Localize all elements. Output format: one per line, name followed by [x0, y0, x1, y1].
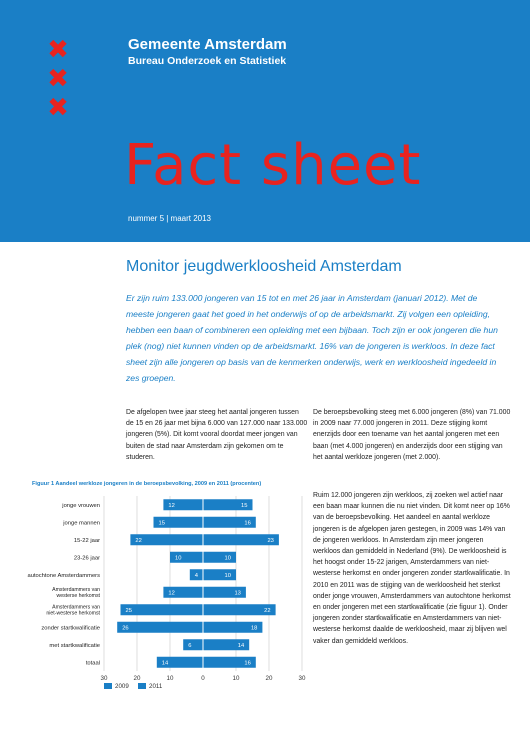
category-label: 15-22 jaar	[73, 537, 100, 544]
figure-title: Figuur 1 Aandeel werkloze jongeren in de beroepsbevolking, 2009 en 2011 (procenten)	[32, 481, 262, 487]
body-text-column-2: De beroepsbevolking steeg met 6.000 jongeren (8%) van 71.000 in 2009 naar 77.000 jongeren in 2011. Deze stijging komt enerzijds door een toename van het aantal jongeren met een baan (met 4.000 jongeren) en anderzijds door een stijging van het aantal werkloze jongeren (met 2.000).	[313, 409, 511, 461]
legend-swatch	[138, 683, 146, 689]
cross-icon: ✖	[47, 35, 69, 65]
data-label-2009: 12	[168, 502, 175, 509]
data-label-2009: 22	[135, 537, 142, 544]
unemployment-butterfly-chart	[0, 490, 310, 730]
data-label-2009: 25	[125, 607, 132, 614]
data-label-2009: 10	[175, 555, 182, 562]
category-label: autochtone Amsterdammers	[27, 572, 100, 579]
x-tick-label: 10	[232, 675, 240, 682]
header-banner	[0, 0, 530, 242]
publication-title: Fact sheet	[124, 133, 422, 198]
x-tick-label: 30	[100, 675, 108, 682]
bar-2009	[183, 639, 203, 650]
data-label-2009: 12	[168, 590, 175, 597]
category-label: met startkwalificatie	[49, 642, 100, 649]
category-label: Amsterdammers van	[52, 586, 100, 593]
x-tick-label: 10	[166, 675, 174, 682]
cross-icon: ✖	[47, 93, 69, 123]
x-tick-label: 20	[133, 675, 141, 682]
intro-paragraph: Er zijn ruim 133.000 jongeren van 15 tot en met 26 jaar in Amsterdam (januari 2012). Met de meeste jongeren gaat het goed in het onderwijs of op de arbeidsmarkt. Zij volgen een opleiding, hebben een baan of combineren een opleiding met een bijbaan. Toch zijn er ook jongeren die hun plek (nog) niet kunnen vinden op de arbeidsmarkt. 16% van de jongeren is werkloos. In deze fact sheet zijn alle jongeren op basis van de kenmerken onderwijs, werk en werkloosheid ingedeeld in zes groepen.	[126, 293, 498, 383]
data-label-2009: 14	[161, 660, 169, 667]
category-label: jonge vrouwen	[62, 502, 100, 509]
category-label: 23-26 jaar	[73, 555, 100, 562]
x-tick-label: 20	[265, 675, 273, 682]
data-label-2011: 14	[237, 642, 245, 649]
body-text-column-1: De afgelopen twee jaar steeg het aantal jongeren tussen de 15 en 26 jaar met bijna 6.000 van 127.000 naar 133.000 jongeren (5%). Dit komt vooral doordat meer jongen van buiten de stad naar Amsterdam zijn gekomen om te studeren.	[126, 409, 308, 461]
x-tick-label: 30	[298, 675, 306, 682]
body-text-column-3: Ruim 12.000 jongeren zijn werkloos, zij zoeken wel actief naar een baan maar kunnen die nu niet vinden. Dit komt neer op 16% van de beroepsbevolking. Het aandeel en aantal werkloze jongeren is de afgelopen jaren gestegen, in 2009 was 14% van de jongeren werkloos. In Amsterdam zijn meer jongeren werkloos dan gemiddeld in Nederland (9%). De werkloosheid is het hoogst onder 15-22 jarigen, Amsterdammers van niet-westerse herkomst en onder jongeren zonder startkwalificatie. In 2010 en 2011 was de stijging van de werkloosheid het sterkst onder jonge vrouwen, Amsterdammers van autochtone herkomst en onder jongeren met een startkwalificatie (zie figuur 1). Onder jongeren zonder startkwalificatie en Amsterdammers van niet-westerse herkomst daalde de werkloosheid, maar zij blijven wel vaker dan gemiddeld werkloos.	[313, 492, 511, 645]
data-label-2009: 4	[194, 572, 199, 579]
data-label-2011: 13	[234, 590, 241, 597]
category-label: Amsterdammers van	[52, 604, 100, 611]
legend-label: 2011	[149, 683, 163, 690]
data-label-2011: 10	[224, 555, 231, 562]
x-tick-label: 0	[201, 675, 205, 682]
organization-name: Gemeente Amsterdam	[128, 36, 287, 53]
legend-swatch	[104, 683, 112, 689]
data-label-2009: 6	[188, 642, 192, 649]
issue-info: nummer 5 | maart 2013	[128, 214, 212, 223]
category-label: westerse herkomst	[56, 592, 100, 599]
document-title: Monitor jeugdwerkloosheid Amsterdam	[126, 258, 402, 275]
category-label: zonder startkwalificatie	[41, 625, 100, 632]
bar-2009	[117, 622, 203, 633]
data-label-2011: 23	[267, 537, 274, 544]
data-label-2011: 15	[241, 502, 248, 509]
city-logo	[46, 36, 70, 123]
organization-subtitle: Bureau Onderzoek en Statistiek	[128, 55, 287, 67]
data-label-2011: 16	[244, 660, 251, 667]
data-label-2009: 15	[158, 520, 165, 527]
data-label-2009: 26	[122, 625, 129, 632]
data-label-2011: 16	[244, 520, 251, 527]
data-label-2011: 22	[264, 607, 271, 614]
bar-2011	[203, 569, 236, 580]
data-label-2011: 18	[250, 625, 258, 632]
category-label: niet-westerse herkomst	[46, 610, 100, 617]
bar-2011	[203, 552, 236, 563]
category-label: totaal	[85, 660, 100, 667]
cross-icon: ✖	[47, 64, 69, 94]
bar-2009	[121, 604, 204, 615]
category-label: jonge mannen	[63, 520, 100, 527]
legend-label: 2009	[115, 683, 129, 690]
data-label-2011: 10	[224, 572, 231, 579]
